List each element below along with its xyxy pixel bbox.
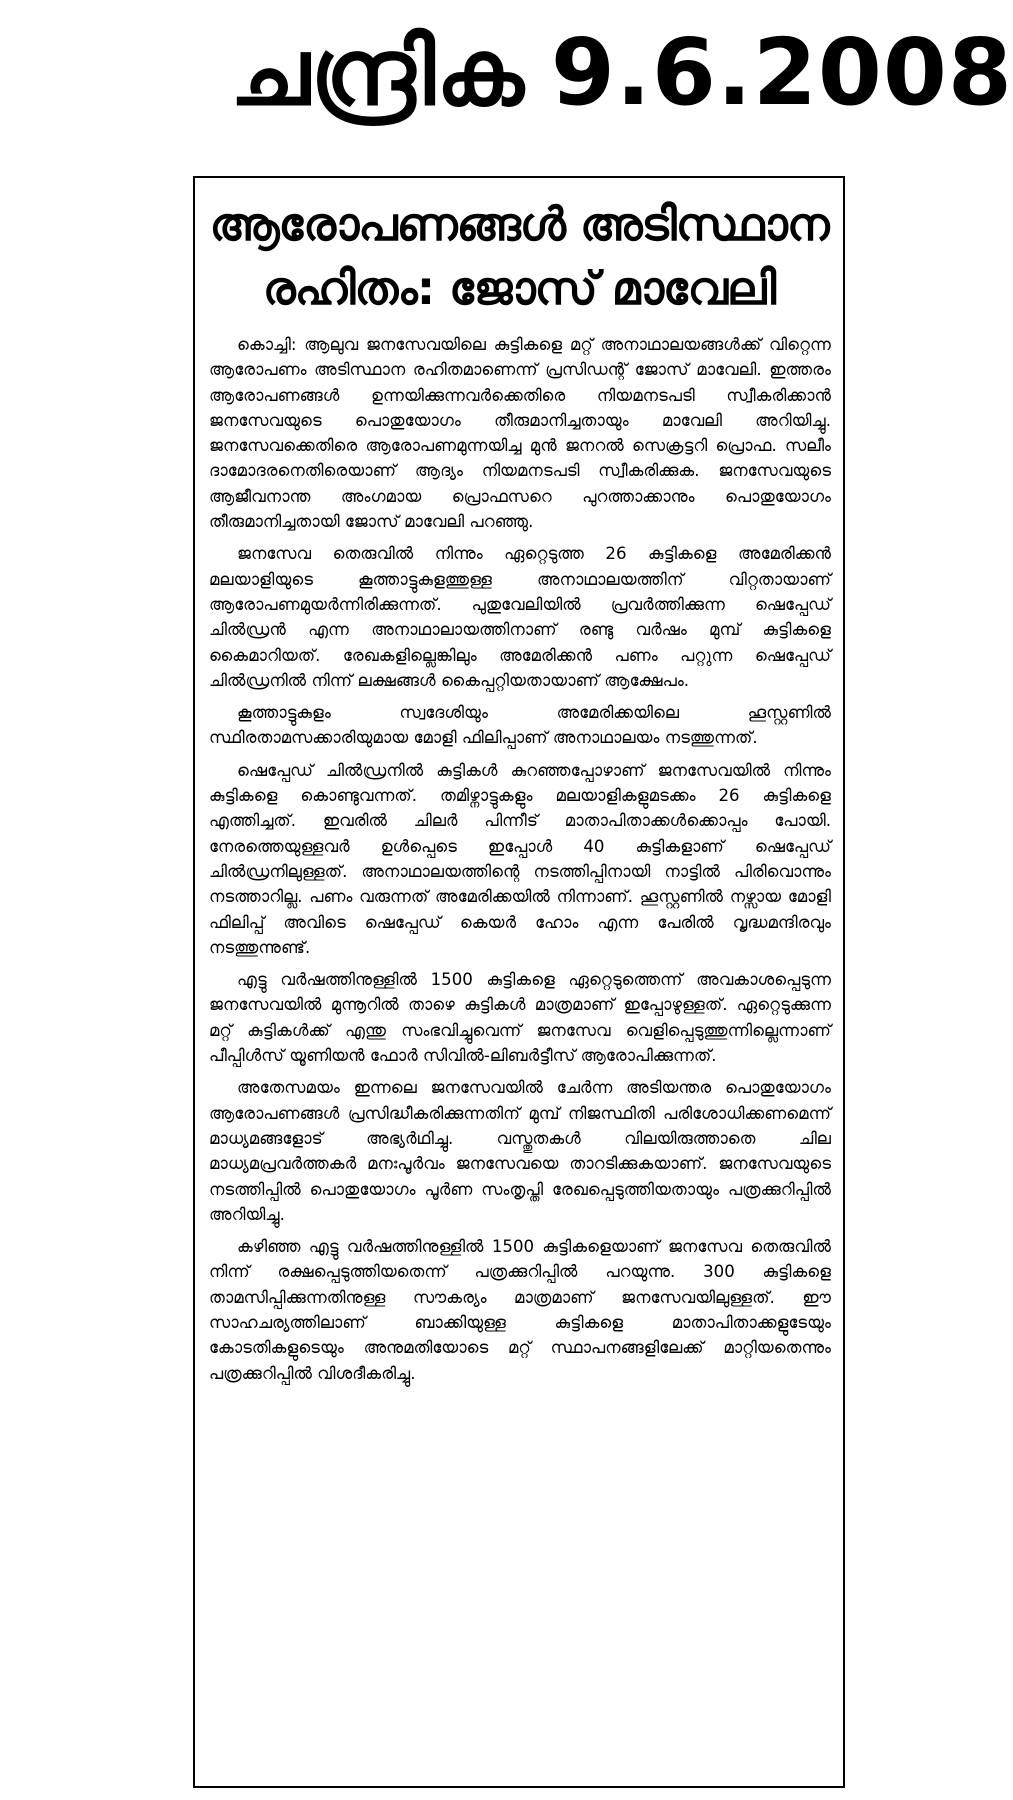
news-clipping <box>193 176 845 1788</box>
article-paragraph: അതേസമയം ഇന്നലെ ജനസേവയിൽ ചേർന്ന അടിയന്തര പൊതുയോഗം ആരോപണങ്ങൾ പ്രസിദ്ധീകരിക്കുന്നതിന് മുമ്പ് നിജസ്ഥിതി പരിശോധിക്കണമെന്ന് മാധ്യമങ്ങളോട് അഭ്യർഥിച്ചു. വസ്തുതകൾ വിലയിരുത്താതെ ചില മാധ്യമപ്രവർത്തകർ മനഃപൂർവം ജനസേവയെ താറടിക്കുകയാണ്. ജനസേവയുടെ നടത്തിപ്പിൽ പൊതുയോഗം പൂർണ സംതൃപ്തി രേഖപ്പെടുത്തിയതായും പത്രക്കുറിപ്പിൽ അറിയിച്ചു. <box>209 1078 831 1224</box>
publication-date: 9.6.2008 <box>550 19 1013 126</box>
masthead <box>230 18 1013 128</box>
article-paragraph: ജനസേവ തെരുവിൽ നിന്നും ഏറ്റെടുത്ത 26 കുട്ടികളെ അമേരിക്കൻ മലയാളിയുടെ കൂത്താട്ടുകുളത്തുള്ള അനാഥാലയത്തിന് വിറ്റതായാണ് ആരോപണമുയർന്നിരിക്കുന്നത്. പുതുവേലിയിൽ പ്രവർത്തിക്കുന്ന ഷെപ്പേഡ് ചിൽഡ്രൻ എന്ന അനാഥാലായത്തിനാണ് രണ്ടു വർഷം മുമ്പ് കുട്ടികളെ കൈമാറിയത്. രേഖകളില്ലെങ്കിലും അമേരിക്കൻ പണം പറ്റുന്ന ഷെപ്പേഡ് ചിൽഡ്രനിൽ നിന്ന് ലക്ഷങ്ങൾ കൈപ്പറ്റിയതായാണ് ആക്ഷേപം. <box>209 544 831 690</box>
article-paragraph: കൊച്ചി: ആലുവ ജനസേവയിലെ കുട്ടികളെ മറ്റ് അനാഥാലയങ്ങൾക്ക് വിറ്റെന്ന ആരോപണം അടിസ്ഥാന രഹിതമാണെന്ന് പ്രസിഡന്റ് ജോസ് മാവേലി. ഇത്തരം ആരോപണങ്ങൾ ഉന്നയിക്കുന്നവർക്കെതിരെ നിയമനടപടി സ്വീകരിക്കാൻ ജനസേവയുടെ പൊതുയോഗം തീരുമാനിച്ചതായും മാവേലി അറിയിച്ചു. ജനസേവക്കെതിരെ ആരോപണമുന്നയിച്ച മുൻ ജനറൽ സെക്രട്ടറി പ്രൊഫ. സലീം ദാമോദരനെതിരെയാണ് ആദ്യം നിയമനടപടി സ്വീകരിക്കുക. ജനസേവയുടെ ആജീവനാന്ത അംഗമായ പ്രൊഫസറെ പുറത്താക്കാനും പൊതുയോഗം തീരുമാനിച്ചതായി ജോസ് മാവേലി പറഞ്ഞു. <box>209 335 831 532</box>
newspaper-name: ചന്ദ്രിക <box>230 19 525 126</box>
article-paragraph: എട്ടു വർഷത്തിനുള്ളിൽ 1500 കുട്ടികളെ ഏറ്റെടുത്തെന്ന് അവകാശപ്പെടുന്ന ജനസേവയിൽ മുന്നൂറിൽ താഴെ കുട്ടികൾ മാത്രമാണ് ഇപ്പോഴുള്ളത്. ഏറ്റെടുക്കുന്ന മറ്റ് കുട്ടികൾക്ക് എന്തു സംഭവിച്ചുവെന്ന് ജനസേവ വെളിപ്പെടുത്തുന്നില്ലെന്നാണ് പീപ്പിൾസ് യൂണിയൻ ഫോർ സിവിൽ-ലിബർട്ടീസ് ആരോപിക്കുന്നത്. <box>209 970 831 1066</box>
article-body <box>209 332 831 1386</box>
article-paragraph: ഷെപ്പേഡ് ചിൽഡ്രനിൽ കുട്ടികൾ കുറഞ്ഞപ്പോഴാണ് ജനസേവയിൽ നിന്നും കുട്ടികളെ കൊണ്ടുവന്നത്. തമിഴ്നാട്ടുകളും മലയാളികളുമടക്കം 26 കുട്ടികളെ എത്തിച്ചത്. ഇവരിൽ ചിലർ പിന്നീട് മാതാപിതാക്കൾക്കൊപ്പം പോയി. നേരത്തെയുള്ളവർ ഉൾപ്പെടെ ഇപ്പോൾ 40 കുട്ടികളാണ് ഷെപ്പേഡ് ചിൽഡ്രനിലുള്ളത്. അനാഥാലയത്തിന്റെ നടത്തിപ്പിനായി നാട്ടിൽ പിരിവൊന്നും നടത്താറില്ല. പണം വരുന്നത് അമേരിക്കയിൽ നിന്നാണ്. ഹൂസ്റ്റണിൽ നഴ്സായ മോളി ഫിലിപ്പ് അവിടെ ഷെപ്പേഡ് കെയർ ഹോം എന്ന പേരിൽ വൃദ്ധമന്ദിരവും നടത്തുന്നുണ്ട്. <box>209 760 831 957</box>
article-paragraph: കഴിഞ്ഞ എട്ടു വർഷത്തിനുള്ളിൽ 1500 കുട്ടികളെയാണ് ജനസേവ തെരുവിൽ നിന്ന് രക്ഷപ്പെടുത്തിയതെന്ന് പത്രക്കുറിപ്പിൽ പറയുന്നു. 300 കുട്ടികളെ താമസിപ്പിക്കുന്നതിനുള്ള സൗകര്യം മാത്രമാണ് ജനസേവയിലുള്ളത്. ഈ സാഹചര്യത്തിലാണ് ബാക്കിയുള്ള കുട്ടികളെ മാതാപിതാക്കളുടേയും കോടതികളുടെയും അനുമതിയോടെ മറ്റ് സ്ഥാപനങ്ങളിലേക്ക് മാറ്റിയതെന്നും പത്രക്കുറിപ്പിൽ വിശദീകരിച്ചു. <box>209 1237 831 1383</box>
article-headline <box>205 192 833 320</box>
headline-line-2: രഹിതം: ജോസ് മാവേലി <box>262 261 776 315</box>
article-paragraph: കൂത്താട്ടുകുളം സ്വദേശിയും അമേരിക്കയിലെ ഹൂസ്റ്റണിൽ സ്ഥിരതാമസക്കാരിയുമായ മോളി ഫിലിപ്പാണ് അനാഥാലയം നടത്തുന്നത്. <box>209 703 831 748</box>
headline-line-1: ആരോപണങ്ങൾ അടിസ്ഥാന <box>209 197 829 251</box>
